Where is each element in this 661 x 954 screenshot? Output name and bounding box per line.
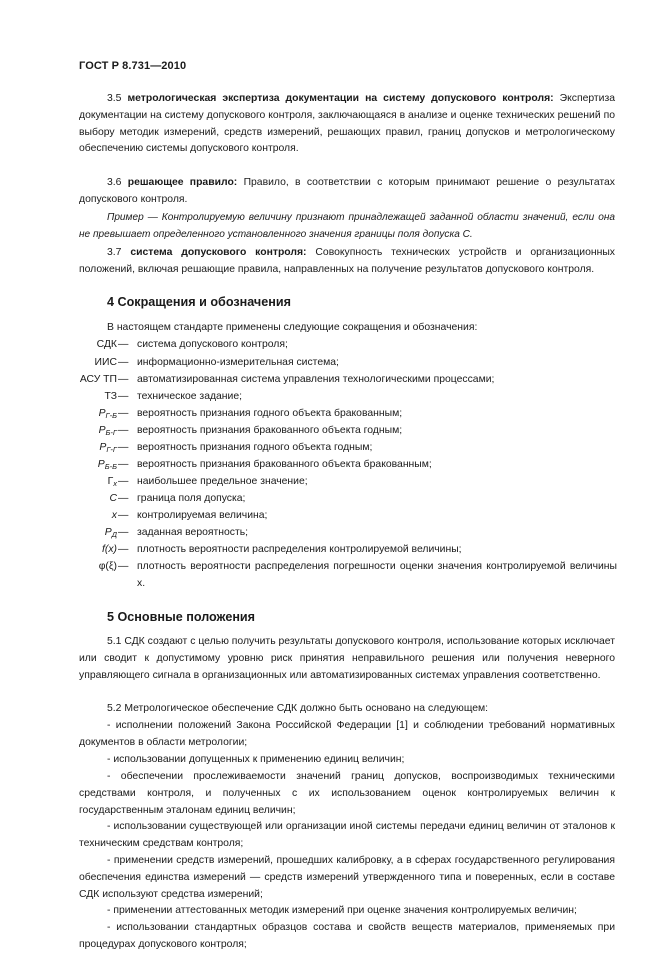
- abbr-definition: автоматизированная система управления технологическими процессами;: [137, 374, 495, 385]
- defined-term: метрологическая экспертиза документации на систему допускового контроля:: [127, 93, 554, 104]
- section-4-intro: В настоящем стандарте применены следующие сокращения и обозначения:: [107, 322, 478, 333]
- symbol: P: [98, 408, 106, 419]
- abbr-dash: —: [118, 561, 129, 572]
- symbol-subscript: Б-Б: [104, 462, 117, 471]
- abbr-term: [105, 525, 117, 542]
- definition-text: Совокупность технических устройств и организационных положений, включая решающие правила, направленных на получение результатов допускового контроля.: [79, 247, 615, 275]
- definition-3-6: [79, 175, 615, 209]
- abbr-term: [98, 457, 117, 474]
- abbr-definition: информационно-измерительная система;: [137, 357, 339, 368]
- abbr-dash: —: [118, 339, 129, 350]
- abbr-item: [0, 406, 661, 423]
- abbr-dash: —: [118, 391, 129, 402]
- example-label: Пример: [107, 212, 144, 223]
- abbr-definition: вероятность признания годного объекта годным;: [137, 442, 373, 453]
- symbol: P: [104, 527, 112, 538]
- abbr-term: ТЗ: [104, 391, 117, 402]
- abbr-item: [0, 355, 661, 372]
- symbol-subscript: Г-Г: [106, 445, 117, 454]
- symbol-subscript: Г-Б: [105, 411, 117, 420]
- clause-number: 3.5: [107, 93, 122, 104]
- defined-term: решающее правило:: [127, 177, 238, 188]
- section-5-heading: 5 Основные положения: [107, 610, 256, 624]
- clause-number: 3.6: [107, 177, 122, 188]
- abbr-definition: плотность вероятности распределения погрешности оценки значения контролируемой величины x.: [137, 561, 617, 589]
- abbr-term: f(x): [101, 544, 117, 555]
- abbr-item: [0, 508, 661, 525]
- bullet-item: - применении аттестованных методик измерений при оценке значения контролируемых величин;: [107, 905, 577, 916]
- definition-3-7: [79, 245, 615, 279]
- symbol: Г: [107, 476, 114, 487]
- abbr-term: [99, 423, 117, 440]
- abbr-definition: техническое задание;: [137, 391, 243, 402]
- example-text: — Контролируемую величину признают принадлежащей заданной области значений, если она не превышает определенного установленного значения границы поля допуска C.: [79, 212, 615, 240]
- abbr-definition: граница поля допуска;: [137, 493, 246, 504]
- abbr-term: ИИС: [94, 357, 117, 368]
- abbr-term: [99, 440, 117, 457]
- abbr-dash: —: [118, 374, 129, 385]
- abbr-term: [108, 474, 117, 491]
- symbol: P: [99, 442, 107, 453]
- abbr-term: АСУ ТП: [79, 374, 117, 385]
- symbol-subscript: x: [113, 479, 117, 488]
- abbr-item: [0, 542, 661, 559]
- abbr-term: [99, 406, 117, 423]
- symbol-subscript: Д: [111, 530, 117, 539]
- clause-5-1: 5.1 СДК создают с целью получить результаты допускового контроля, использование которых исключает или сводит к допустимому уровню риск принятия неправильного решения или получения неверного управляющего сигнала в организационных или автоматизированных системах управления соответственно.: [79, 636, 615, 681]
- definition-text: Экспертиза документации на систему допускового контроля, заключающаяся в анализе и оценке технических решений по выбору методик измерений, средств измерений, решающих правил, границ допусков и метрологическому обеспечению системы допускового контроля.: [79, 93, 616, 155]
- abbr-dash: —: [118, 459, 129, 470]
- abbr-dash: —: [118, 544, 129, 555]
- abbr-item: [0, 440, 661, 457]
- bullet-item: - исполнении положений Закона Российской Федерации [1] и соблюдении требований нормативных документов в области метрологии;: [79, 720, 615, 748]
- abbr-item: [0, 525, 661, 542]
- abbr-definition: вероятность признания бракованного объекта годным;: [137, 425, 403, 436]
- defined-term: система допускового контроля:: [130, 247, 307, 258]
- abbr-term: СДК: [96, 339, 117, 350]
- abbr-dash: —: [118, 357, 129, 368]
- bullet-item: - использовании существующей или организации иной системы передачи единиц величин от эталонов к техническим средствам контроля;: [79, 821, 615, 849]
- abbr-item: [0, 423, 661, 440]
- symbol: P: [97, 459, 105, 470]
- bullet-item: - применении средств измерений, прошедших калибровку, а в сферах государственного регулирования обеспечения единства измерений — средств измерений утвержденного типа и поверенных, если в составе СДК используют средства измерений;: [79, 855, 615, 900]
- abbr-definition: плотность вероятности распределения контролируемой величины;: [137, 544, 462, 555]
- abbr-dash: —: [118, 425, 129, 436]
- bullet-item: - использовании стандартных образцов состава и свойств веществ материалов, применяемых при процедурах допускового контроля;: [79, 922, 615, 950]
- abbr-item: [0, 337, 661, 354]
- abbr-term: x: [111, 510, 117, 521]
- bullet-item: - обеспечении прослеживаемости значений границ допусков, воспроизводимых техническими средствами контроля, и полученных с их использованием оценок контролируемых величин к государственным эталонам единиц величин;: [79, 771, 615, 816]
- page-header: ГОСТ Р 8.731—2010: [79, 60, 187, 72]
- abbr-item: [0, 474, 661, 491]
- clause-number: 3.7: [107, 247, 122, 258]
- definition-3-5: [79, 91, 615, 158]
- section-4-heading: 4 Сокращения и обозначения: [107, 295, 291, 309]
- clause-5-2: 5.2 Метрологическое обеспечение СДК должно быть основано на следующем:: [107, 703, 489, 714]
- symbol: P: [98, 425, 106, 436]
- abbr-dash: —: [118, 442, 129, 453]
- abbr-definition: заданная вероятность;: [137, 527, 249, 538]
- abbr-definition: контролируемая величина;: [137, 510, 268, 521]
- abbr-item: [0, 372, 661, 389]
- abbr-item: [0, 389, 661, 406]
- abbr-item: [0, 559, 661, 593]
- bullet-item: - использовании допущенных к применению единиц величин;: [107, 754, 405, 765]
- abbr-definition: вероятность признания бракованного объекта бракованным;: [137, 459, 432, 470]
- abbr-term: φ(ξ): [98, 561, 117, 572]
- definition-text: Правило, в соответствии с которым принимают решение о результатах допускового контроля.: [79, 177, 615, 205]
- abbr-definition: наибольшее предельное значение;: [137, 476, 308, 487]
- abbr-dash: —: [118, 493, 129, 504]
- abbr-dash: —: [118, 527, 129, 538]
- abbr-item: [0, 457, 661, 474]
- abbr-item: [0, 491, 661, 508]
- abbr-dash: —: [118, 476, 129, 487]
- abbr-definition: система допускового контроля;: [137, 339, 288, 350]
- abbr-definition: вероятность признания годного объекта бракованным;: [137, 408, 403, 419]
- symbol-subscript: Б-Г: [105, 428, 117, 437]
- abbr-term: C: [109, 493, 117, 504]
- abbr-dash: —: [118, 408, 129, 419]
- example-note: [79, 210, 615, 244]
- abbr-dash: —: [118, 510, 129, 521]
